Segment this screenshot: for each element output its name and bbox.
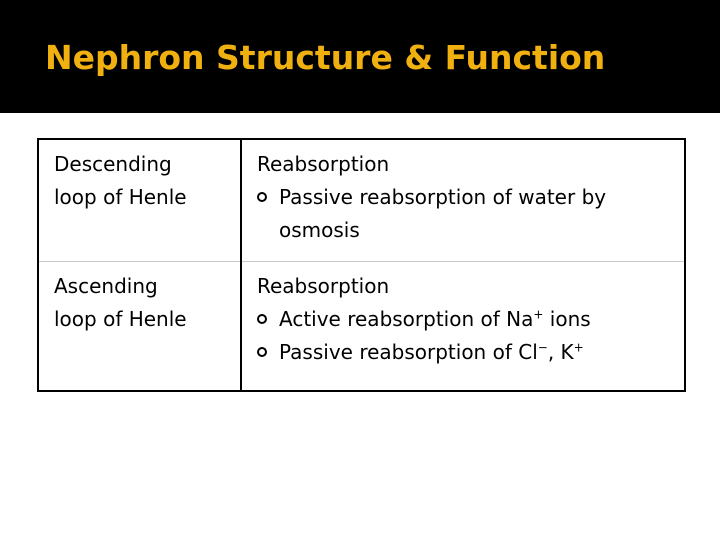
row-label-cell bbox=[38, 262, 241, 392]
table-row bbox=[38, 139, 685, 262]
row-label-line: loop of Henle bbox=[54, 307, 187, 331]
row-label-line: loop of Henle bbox=[54, 185, 187, 209]
row-content-cell bbox=[241, 139, 685, 262]
list-item bbox=[257, 181, 670, 247]
table-row bbox=[38, 262, 685, 392]
list-item bbox=[257, 336, 670, 369]
circle-bullet-icon bbox=[257, 347, 267, 357]
row-heading: Reabsorption bbox=[257, 152, 390, 176]
bullet-text: Passive reabsorption of Cl−, K+ bbox=[279, 340, 584, 364]
title-bar bbox=[0, 0, 720, 113]
list-item bbox=[257, 303, 670, 336]
circle-bullet-icon bbox=[257, 314, 267, 324]
row-heading: Reabsorption bbox=[257, 274, 390, 298]
row-content-cell bbox=[241, 262, 685, 392]
bullet-text: Active reabsorption of Na+ ions bbox=[279, 307, 591, 331]
slide-title: Nephron Structure & Function bbox=[45, 38, 606, 77]
row-label-cell bbox=[38, 139, 241, 262]
circle-bullet-icon bbox=[257, 192, 267, 202]
content-table bbox=[37, 138, 686, 392]
row-label-line: Descending bbox=[54, 152, 172, 176]
bullet-text: Passive reabsorption of water by osmosis bbox=[279, 185, 607, 242]
row-label-line: Ascending bbox=[54, 274, 158, 298]
